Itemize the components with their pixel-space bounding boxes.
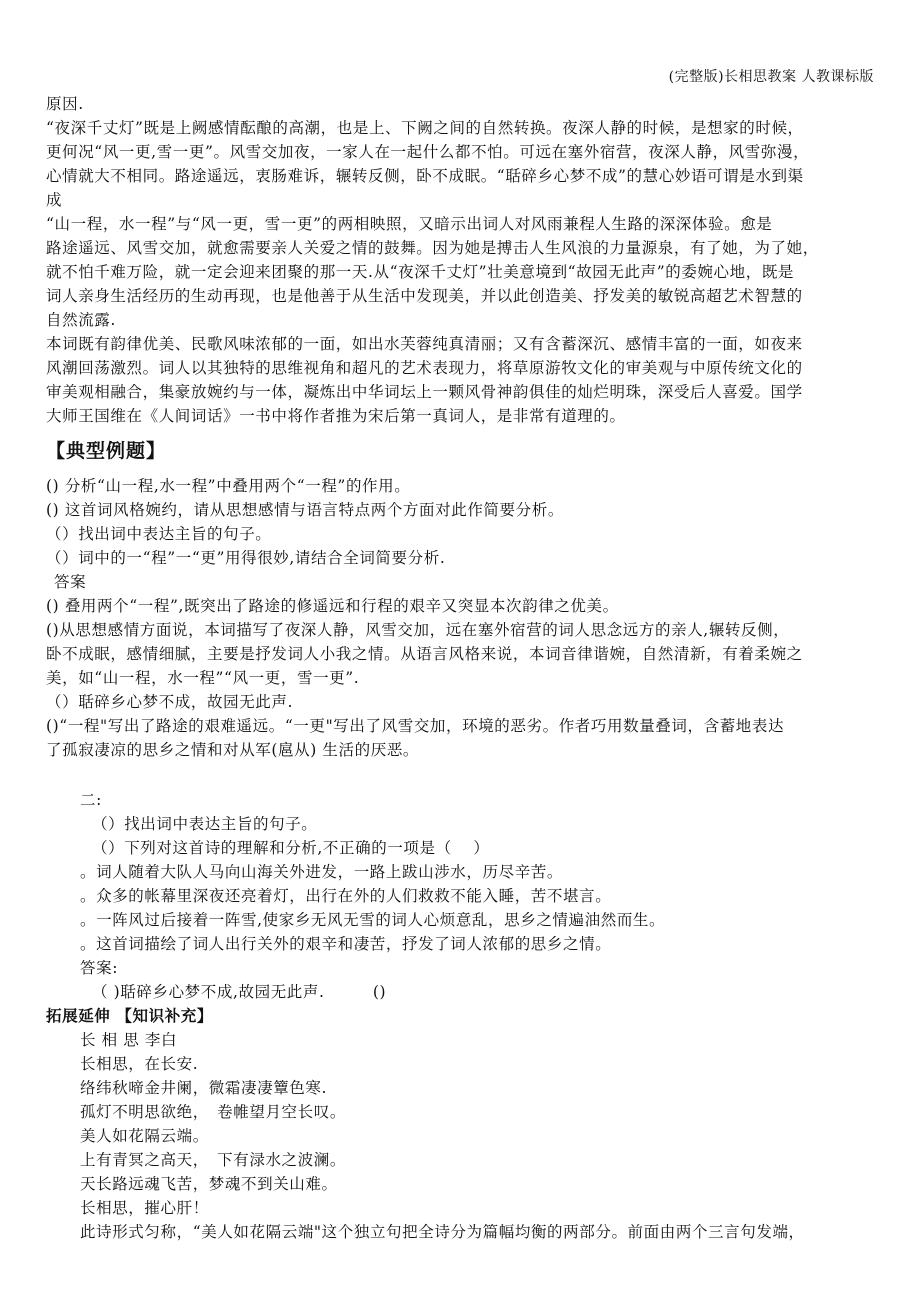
poem-line: 长相思，在长安. xyxy=(80,1055,199,1073)
question-item: （）词中的一“程”一“更”用得很妙,请结合全词简要分析. xyxy=(46,549,446,567)
analysis-line: 原因. xyxy=(46,95,84,113)
analysis-line: 词人亲身生活经历的生动再现，也是他善于从生活中发现美，并以此创造美、抒发美的敏锐高超艺术智慧的 xyxy=(46,287,803,305)
answer-line: ()“一程"写出了路途的艰难遥远。“一更"写出了风雪交加，环境的恶劣。作者巧用数量叠词，含蓄地表达 xyxy=(46,717,785,735)
analysis-line: 审美观相融合，集豪放婉约与一体，凝炼出中华词坛上一颗风骨神韵俱佳的灿烂明珠，深受后人喜爱。国学 xyxy=(46,383,803,401)
exercise-option: 。这首词描绘了词人出行关外的艰辛和凄苦，抒发了词人浓郁的思乡之情。 xyxy=(80,935,612,953)
exercise-item: （）找出词中表达主旨的句子。 xyxy=(92,815,318,833)
poem-line: 络纬秋啼金井阑，微霜凄凄簟色寒. xyxy=(80,1079,328,1097)
analysis-line: 心情就大不相同。路途遥远，衷肠难诉，辗转反侧，卧不成眠。“聒碎乡心梦不成”的慧心妙语可谓是水到渠 xyxy=(46,167,804,185)
answer-line: () 叠用两个“一程”,既突出了路途的修遥远和行程的艰辛又突显本次韵律之优美。 xyxy=(46,597,619,615)
exercise-option: 。一阵风过后接着一阵雪,使家乡无风无雪的词人心烦意乱，思乡之情遍油然而生。 xyxy=(80,911,666,929)
analysis-line: “山一程，水一程”与“风一更，雪一更”的两相映照，又暗示出词人对风雨兼程人生路的深深体验。愈是 xyxy=(46,215,773,233)
poem-line: 美人如花隔云端。 xyxy=(80,1127,209,1145)
exercise-item: （）下列对这首诗的理解和分析,不正确的一项是（ ） xyxy=(92,839,490,857)
section-heading-extension: 拓展延伸 【知识补充】 xyxy=(46,1006,213,1025)
poem-line: 上有青冥之高天， 下有渌水之波澜。 xyxy=(80,1151,346,1169)
poem-line: 孤灯不明思欲绝， 卷帷望月空长叹。 xyxy=(80,1103,346,1121)
exercise-option: 。众多的帐幕里深夜还亮着灯，出行在外的人们救救不能入睡，苦不堪言。 xyxy=(80,887,612,905)
analysis-line: 成 xyxy=(46,191,63,209)
poem-title: 长 相 思 李白 xyxy=(80,1031,178,1049)
exercise-title: 二: xyxy=(80,791,102,809)
analysis-line: 更何况“风一更,雪一更”。风雪交加夜，一家人在一起什么都不怕。可远在塞外宿营，夜深人静，风雪弥漫， xyxy=(46,143,810,161)
question-item: () 分析“山一程,水一程”中叠用两个“一程”的作用。 xyxy=(46,477,411,495)
question-item: () 这首词风格婉约，请从思想感情与语言特点两个方面对此作简要分析。 xyxy=(46,501,564,519)
analysis-line: 大师王国维在《人间词话》一书中将作者推为宋后第一真词人，是非常有道理的。 xyxy=(46,407,626,425)
answer-line: ()从思想感情方面说，本词描写了夜深人静，风雪交加，远在塞外宿营的词人思念远方的亲人,辗转反侧， xyxy=(46,621,790,639)
answer-line: （ )聒碎乡心梦不成,故园无此声. () xyxy=(92,983,387,1001)
answer-line: 美，如“山一程，水一程”“风一更，雪一更”. xyxy=(46,669,360,687)
analysis-line: 就不怕千难万险，就一定会迎来团聚的那一天.从“夜深千丈灯”壮美意境到“故园无此声”的委婉心地，既是 xyxy=(46,263,795,281)
exercise-option: 。词人随着大队人马向山海关外进发，一路上跋山涉水，历尽辛苦。 xyxy=(80,863,564,881)
answer-line: 卧不成眠，感情细腻，主要是抒发词人小我之情。从语言风格来说，本词音律谐婉，自然清新，有着柔婉之 xyxy=(46,645,803,663)
answer-line: 了孤寂凄凉的思乡之情和对从军(扈从) 生活的厌恶。 xyxy=(46,741,420,759)
analysis-line: 路途遥远、风雪交加，就愈需要亲人关爱之情的鼓舞。因为她是搏击人生风浪的力量源泉，有了她，为了她， xyxy=(46,239,819,257)
answer-line: （）聒碎乡心梦不成，故园无此声. xyxy=(46,693,294,711)
question-item: （）找出词中表达主旨的句子。 xyxy=(46,525,272,543)
page-header: (完整版)长相思教案 人教课标版 xyxy=(668,69,874,85)
analysis-line: 本词既有韵律优美、民歌风味浓郁的一面，如出水芙蓉纯真清丽；又有含蓄深沉、感情丰富的一面，如夜来 xyxy=(46,335,803,353)
section-heading-examples: 【典型例题】 xyxy=(46,440,167,462)
poem-line: 长相思，摧心肝！ xyxy=(80,1199,209,1217)
analysis-line: 自然流露. xyxy=(46,311,116,329)
answer-label: 答案: xyxy=(80,959,119,977)
analysis-line: 风潮回荡激烈。词人以其独特的思维视角和超凡的艺术表现力，将草原游牧文化的审美观与中原传统文化的 xyxy=(46,359,803,377)
commentary-line: 此诗形式匀称，“美人如花隔云端"这个独立句把全诗分为篇幅均衡的两部分。前面由两个三言句发端， xyxy=(80,1223,805,1241)
analysis-line: “夜深千丈灯”既是上阙感情酝酿的高潮，也是上、下阙之间的自然转换。夜深人静的时候，是想家的时候， xyxy=(46,119,804,137)
answer-label: 答案 xyxy=(54,573,87,591)
poem-line: 天长路远魂飞苦，梦魂不到关山难。 xyxy=(80,1175,338,1193)
